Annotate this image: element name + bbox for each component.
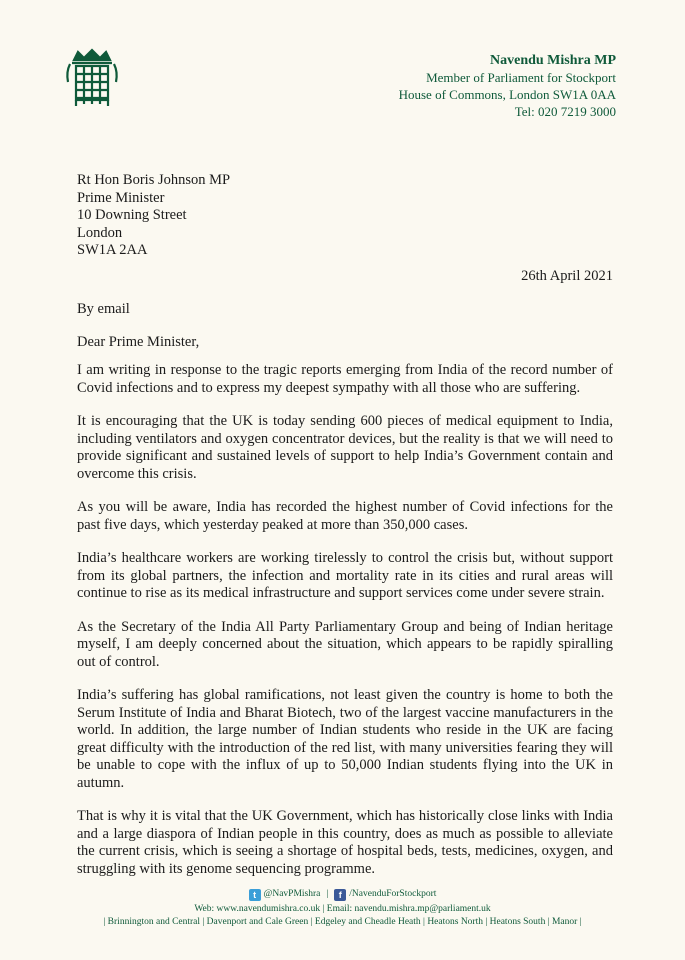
facebook-icon: f — [334, 889, 346, 901]
body-paragraph: India’s healthcare workers are working tirelessly to control the crisis but, without support from its global partners, the infection and mortality rate in its cities and rural areas will continue to rise as its medical infrastructure and support services come under severe strain. — [77, 550, 613, 601]
recipient-street: 10 Downing Street — [77, 207, 187, 223]
mp-address: House of Commons, London SW1A 0AA — [398, 87, 616, 102]
salutation-block — [77, 301, 199, 366]
body-paragraph: As the Secretary of the India All Party Parliamentary Group and being of Indian heritage myself, I am deeply concerned about the situation, which appears to be rapidly spiralling out of control. — [77, 618, 613, 670]
letterhead — [399, 52, 616, 120]
mp-title: Member of Parliament for Stockport — [426, 70, 616, 85]
recipient-city: London — [77, 224, 123, 241]
recipient-name: Rt Hon Boris Johnson MP — [77, 172, 231, 188]
mp-telephone: Tel: 020 7219 3000 — [514, 104, 616, 119]
recipient-title: Prime Minister — [77, 189, 165, 206]
mp-name: Navendu Mishra MP — [490, 53, 616, 68]
wards-line: | Brinnington and Central | Davenport and Cale Green | Edgeley and Cheadle Heath | Heatons North | Heatons South | Manor | — [103, 916, 582, 927]
recipient-address — [77, 172, 230, 260]
salutation: Dear Prime Minister, — [77, 333, 200, 350]
recipient-postcode: SW1A 2AA — [77, 242, 148, 258]
letter-footer — [0, 888, 685, 929]
portcullis-icon — [60, 46, 124, 110]
body-paragraph: That is why it is vital that the UK Government, which has historically close links with India and a large diaspora of Indian people in this country, does as much as possible to alleviate the current crisis, which is seeing a shortage of hospital beds, tests, medicines, oxygen, and struggling with its genome sequencing programme. — [77, 808, 613, 877]
twitter-handle: @NavPMishra — [263, 889, 321, 899]
web-email-line: Web: www.navendumishra.co.uk | Email: navendu.mishra.mp@parliament.uk — [194, 903, 491, 914]
body-paragraph: I am writing in response to the tragic reports emerging from India of the record number of Covid infections and to express my deepest sympathy with all those who are suffering. — [77, 362, 613, 396]
letter-body — [77, 362, 613, 894]
body-paragraph: It is encouraging that the UK is today sending 600 pieces of medical equipment to India, including ventilators and oxygen concentrator devices, but the reality is that we will need to provide significant and sustained levels of support to help India’s Government contain and overcome this crisis. — [77, 413, 613, 482]
twitter-icon: t — [249, 889, 261, 901]
body-paragraph: India’s suffering has global ramifications, not least given the country is home to both the Serum Institute of India and Bharat Biotech, two of the largest vaccine manufacturers in the world. In addition, the large number of Indian students who reside in the UK are facing great difficulty with the introduction of the red list, with many universities fearing they will be unable to cope with the influx of up to 50,000 Indian students flying into the UK in autumn. — [77, 687, 613, 791]
social-divider: | — [326, 889, 329, 899]
body-paragraph: As you will be aware, India has recorded the highest number of Covid infections for the past five days, which yesterday peaked at more than 350,000 cases. — [77, 499, 613, 533]
facebook-handle: /NavenduForStockport — [349, 889, 437, 899]
letter-date: 26th April 2021 — [521, 268, 613, 284]
social-links — [249, 888, 437, 901]
delivery-method: By email — [77, 301, 130, 317]
